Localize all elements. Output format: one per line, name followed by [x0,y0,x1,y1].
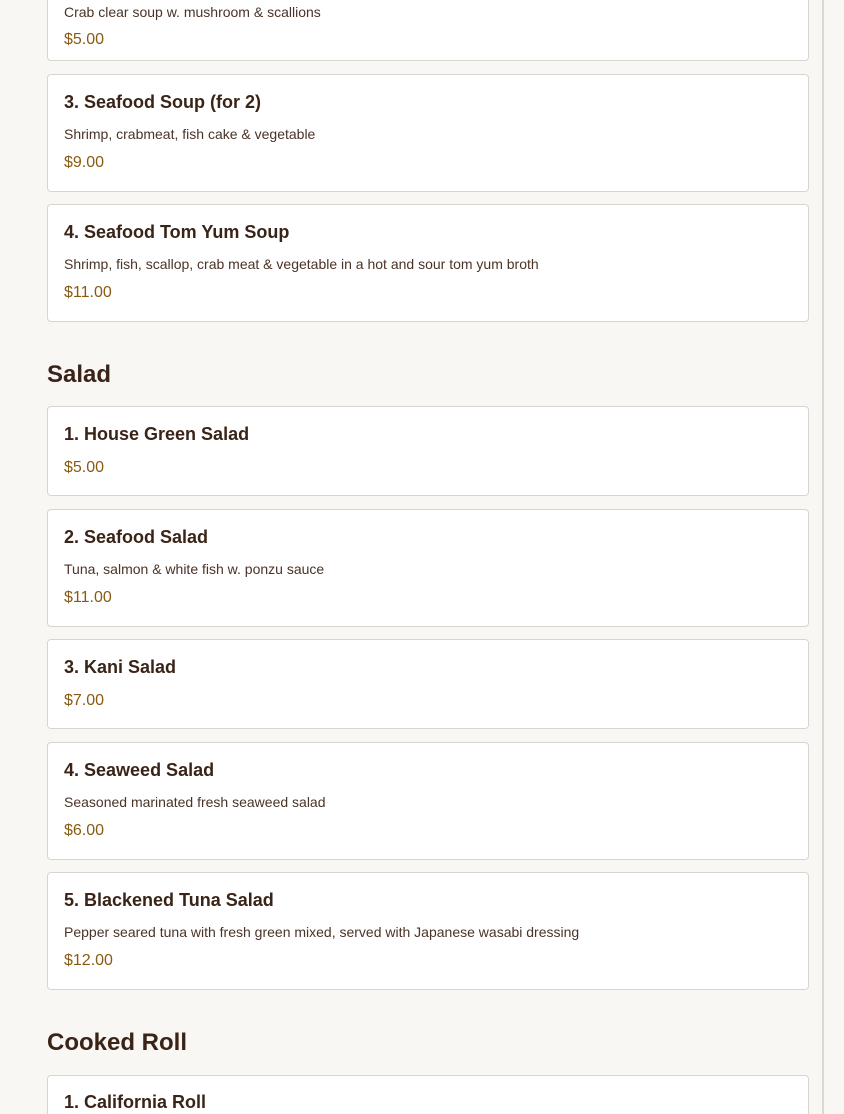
menu-item-price: $6.00 [64,822,105,839]
menu-item-price: $7.00 [64,692,105,709]
menu-item-name: 3. Seafood Soup (for 2) [64,92,262,112]
menu-item-name: 4. Seafood Tom Yum Soup [64,222,290,242]
menu-item-description: Tuna, salmon & white fish w. ponzu sauce [64,561,325,577]
menu-item-name: 1. California Roll [64,1092,207,1112]
menu-item-card[interactable] [47,639,809,729]
content-right-divider [822,0,824,1114]
menu-item-card[interactable] [47,742,809,860]
menu-item-price: $11.00 [64,284,112,301]
menu-item-description: Shrimp, fish, scallop, crab meat & vegetable in a hot and sour tom yum broth [64,256,539,272]
menu-item-name: 4. Seaweed Salad [64,760,215,780]
menu-item-card[interactable] [47,204,809,322]
menu-item-price: $5.00 [64,31,105,48]
menu-item-card[interactable] [47,509,809,627]
menu-item-name: 3. Kani Salad [64,657,177,677]
section-title-salad: Salad [47,361,112,388]
section-title-cooked-roll: Cooked Roll [47,1029,188,1056]
menu-item-card[interactable] [47,0,809,61]
menu-item-description: Crab clear soup w. mushroom & scallions [64,4,321,20]
menu-item-price: $12.00 [64,952,113,969]
menu-item-card[interactable] [47,74,809,192]
menu-item-description: Seasoned marinated fresh seaweed salad [64,794,326,810]
menu-item-name: 1. House Green Salad [64,424,250,444]
menu-item-name: 2. Seafood Salad [64,527,209,547]
menu-item-price: $5.00 [64,459,105,476]
menu-item-description: Pepper seared tuna with fresh green mixed, served with Japanese wasabi dressing [64,924,580,940]
menu-item-card[interactable] [47,872,809,990]
menu-item-card[interactable] [47,406,809,496]
menu-item-name: 5. Blackened Tuna Salad [64,890,274,910]
menu-item-description: Shrimp, crabmeat, fish cake & vegetable [64,126,316,142]
menu-item-price: $11.00 [64,589,112,606]
menu-item-card[interactable] [47,1075,809,1114]
menu-item-price: $9.00 [64,154,105,171]
